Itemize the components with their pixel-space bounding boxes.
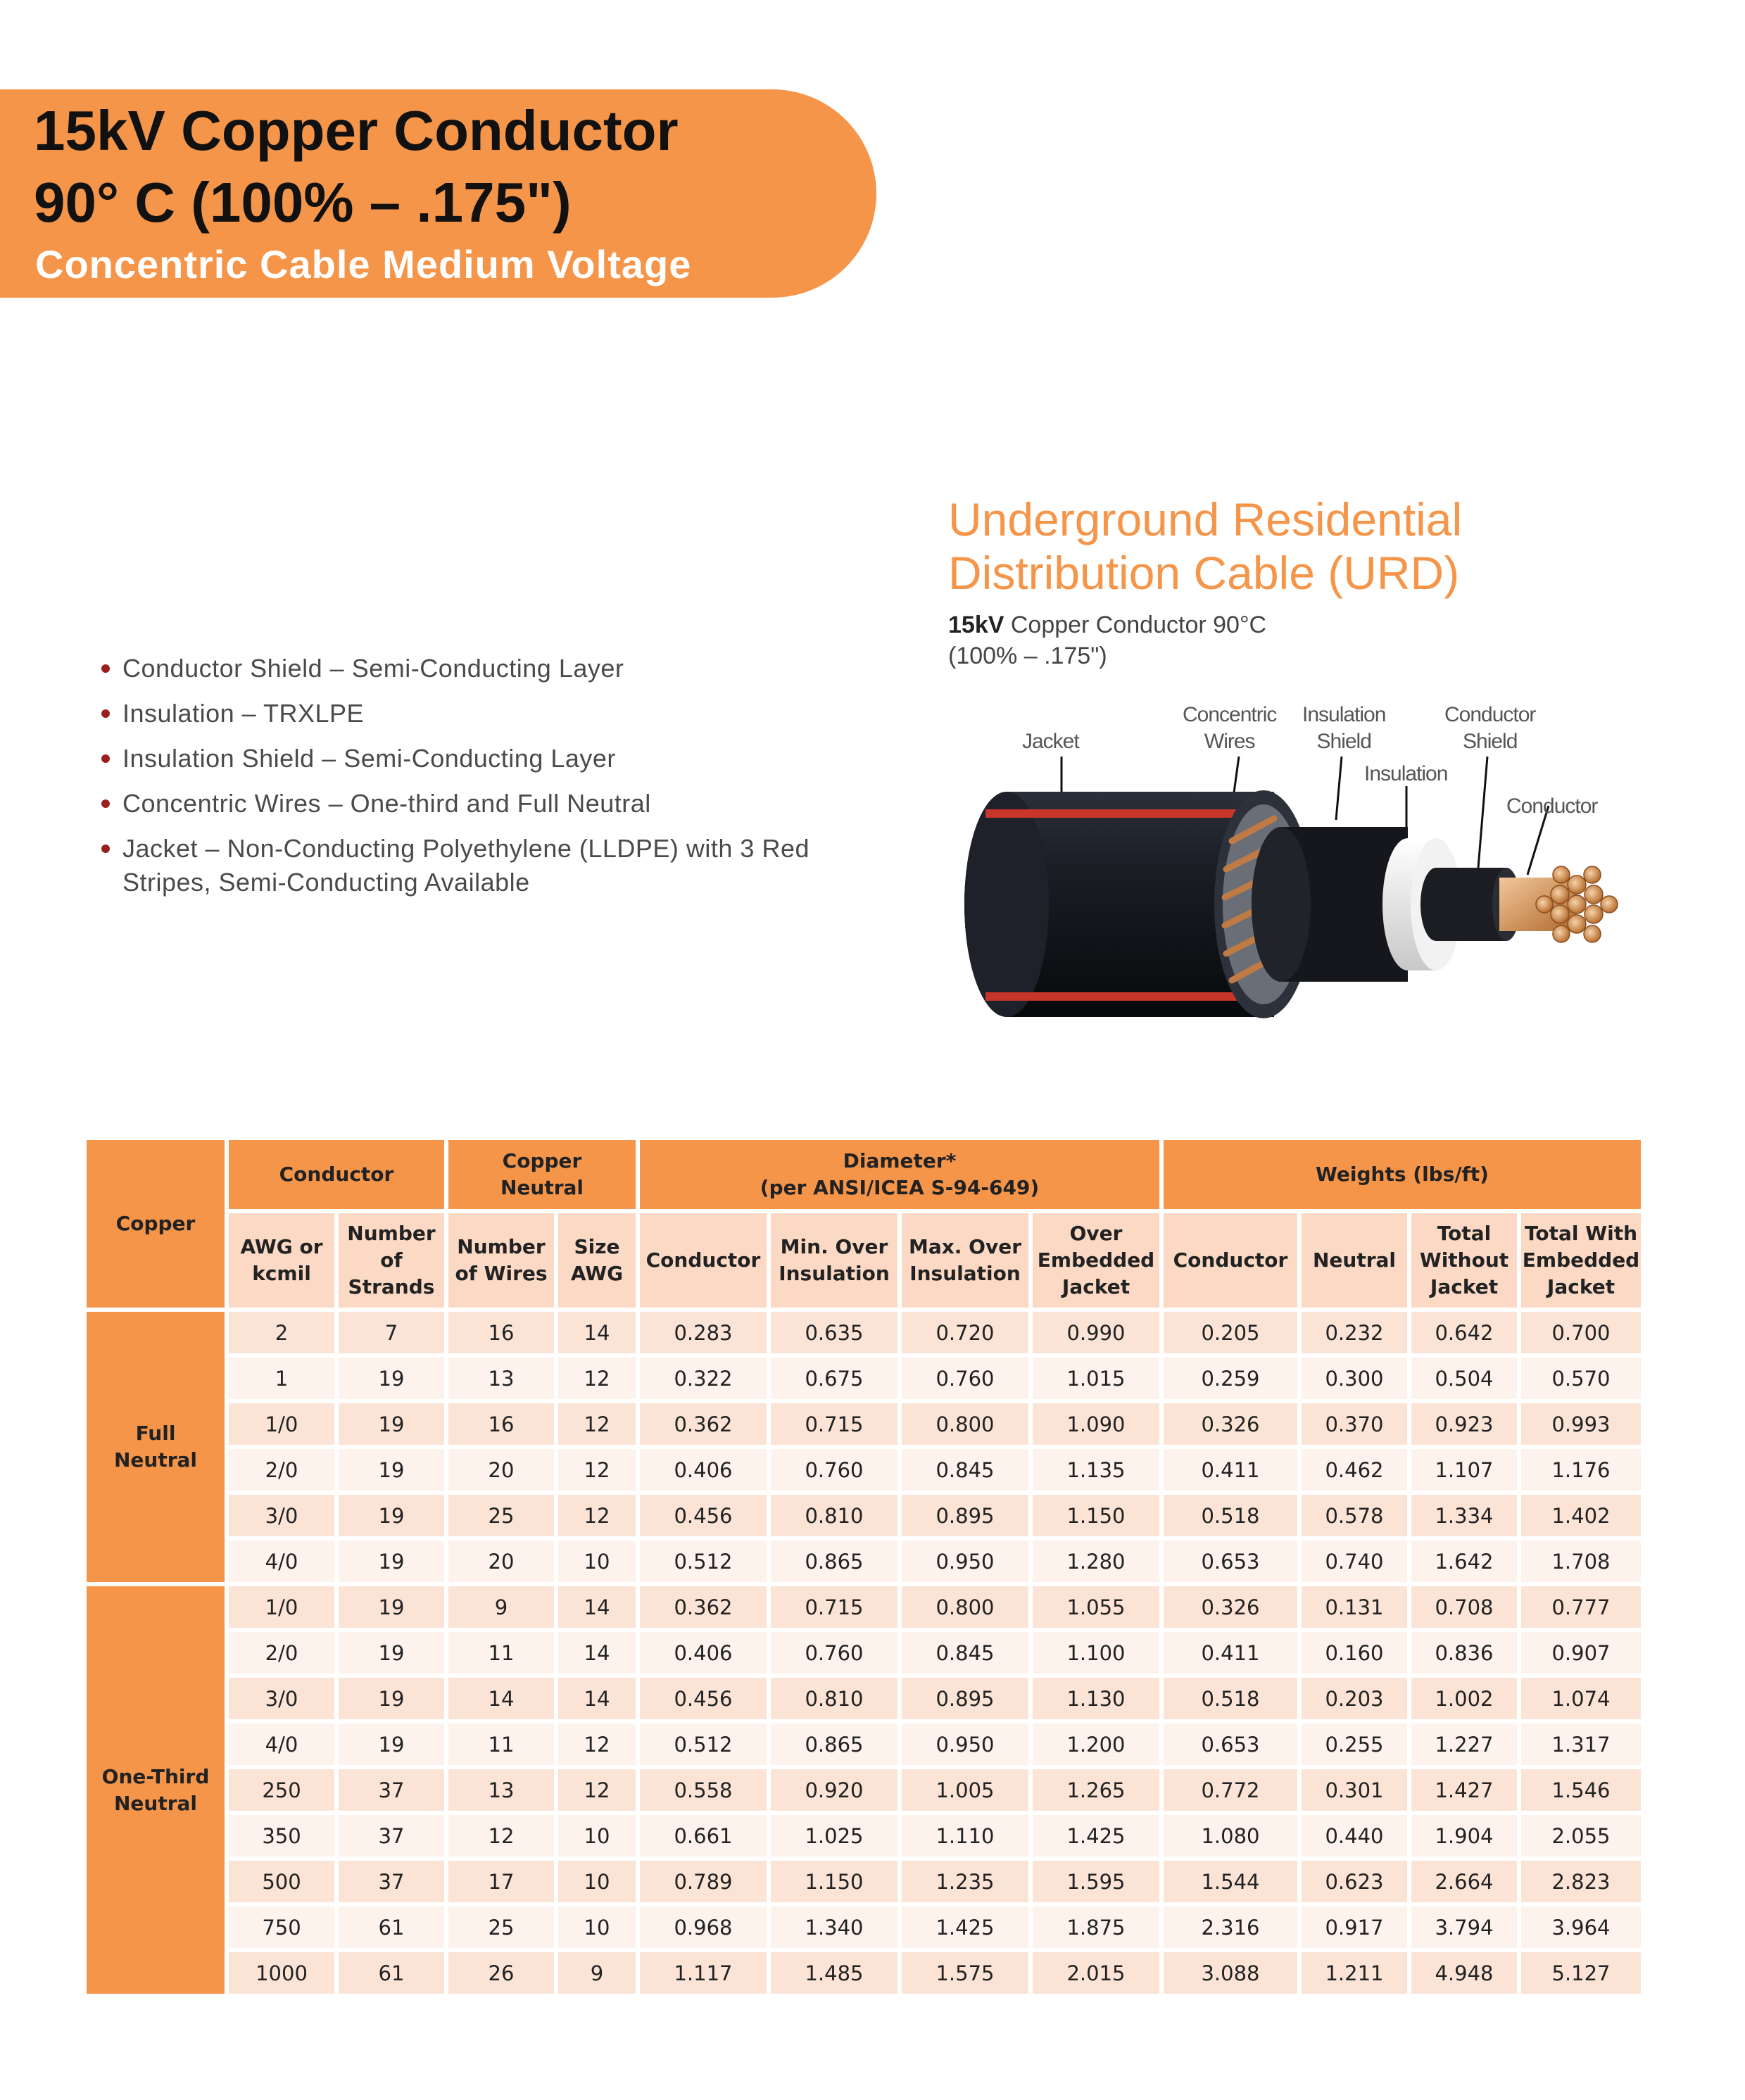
table-cell: 1.265 (1033, 1769, 1159, 1811)
subheader-cell: Max. Over Insulation (902, 1213, 1028, 1308)
table-cell: 1.080 (1164, 1815, 1297, 1857)
table-cell: 1.595 (1033, 1861, 1159, 1902)
table-cell: 0.715 (771, 1586, 897, 1628)
table-cell: 0.895 (902, 1678, 1028, 1719)
table-cell: 0.370 (1302, 1403, 1407, 1445)
table-cell: 0.512 (640, 1541, 767, 1582)
table-cell: 3/0 (229, 1495, 334, 1536)
subheader-cell: Total With Embedded Jacket (1521, 1213, 1641, 1308)
label-insulation-shield: Insulation Shield (1302, 703, 1386, 753)
table-cell: 0.300 (1302, 1358, 1407, 1399)
table-cell: 19 (339, 1495, 444, 1536)
table-cell: 1.340 (771, 1906, 897, 1948)
table-cell: 250 (229, 1769, 334, 1811)
table-cell: 1.176 (1521, 1449, 1641, 1491)
table-cell: 0.456 (640, 1495, 767, 1536)
table-cell: 0.810 (771, 1495, 897, 1536)
table-cell: 25 (448, 1495, 554, 1536)
feature-item: Jacket – Non-Conducting Polyethylene (LLDPE) with 3 Red Stripes, Semi-Conducting Available (99, 832, 831, 899)
table-row (87, 1358, 1641, 1399)
table-cell: 61 (339, 1952, 444, 1994)
table-row (87, 1495, 1641, 1536)
table-cell: 1.427 (1411, 1769, 1517, 1811)
table-cell: 0.740 (1302, 1541, 1407, 1582)
table-cell: 0.259 (1164, 1358, 1297, 1399)
table-cell: 2.664 (1411, 1861, 1517, 1902)
table-cell: 0.504 (1411, 1358, 1517, 1399)
feature-item: Concentric Wires – One-third and Full Neutral (99, 787, 831, 821)
table-row (87, 1678, 1641, 1719)
table-cell: 0.653 (1164, 1541, 1297, 1582)
table-cell: 1.117 (640, 1952, 767, 1994)
table-cell: 26 (448, 1952, 554, 1994)
cable-diagram (943, 693, 1647, 1024)
table-cell: 0.203 (1302, 1678, 1407, 1719)
subheader-cell: Conductor (1164, 1213, 1297, 1308)
table-cell: 0.255 (1302, 1723, 1407, 1765)
table-cell: 1.875 (1033, 1906, 1159, 1948)
table-cell: 1.904 (1411, 1815, 1517, 1857)
table-cell: 20 (448, 1449, 554, 1491)
table-cell: 0.518 (1164, 1678, 1297, 1719)
table-cell: 5.127 (1521, 1952, 1641, 1994)
table-cell: 1.090 (1033, 1403, 1159, 1445)
table-cell: 13 (448, 1358, 554, 1399)
table-cell: 2.015 (1033, 1952, 1159, 1994)
table-cell: 19 (339, 1632, 444, 1674)
table-cell: 0.406 (640, 1632, 767, 1674)
group-label: Full Neutral (87, 1312, 225, 1582)
table-cell: 19 (339, 1358, 444, 1399)
table-cell: 10 (558, 1541, 636, 1582)
table-cell: 4.948 (1411, 1952, 1517, 1994)
table-cell: 0.518 (1164, 1495, 1297, 1536)
table-cell: 1.135 (1033, 1449, 1159, 1491)
table-cell: 19 (339, 1723, 444, 1765)
table-cell: 20 (448, 1541, 554, 1582)
table-cell: 12 (448, 1815, 554, 1857)
table-cell: 1.227 (1411, 1723, 1517, 1765)
table-cell: 0.760 (771, 1449, 897, 1491)
table-row (87, 1312, 1641, 1353)
subheader-cell: Total Without Jacket (1411, 1213, 1517, 1308)
bullet-icon (101, 799, 110, 808)
table-cell: 0.326 (1164, 1403, 1297, 1445)
table-cell: 1.544 (1164, 1861, 1297, 1902)
table-cell: 1.334 (1411, 1495, 1517, 1536)
bullet-icon (101, 709, 110, 718)
table-row (87, 1815, 1641, 1857)
table-cell: 19 (339, 1541, 444, 1582)
table-cell: 37 (339, 1769, 444, 1811)
subheader-cell: AWG or kcmil (229, 1213, 334, 1308)
table-cell: 14 (558, 1678, 636, 1719)
table-cell: 0.232 (1302, 1312, 1407, 1353)
table-cell: 0.950 (902, 1723, 1028, 1765)
table-cell: 0.558 (640, 1769, 767, 1811)
table-cell: 0.800 (902, 1403, 1028, 1445)
table-cell: 0.205 (1164, 1312, 1297, 1353)
table-cell: 19 (339, 1449, 444, 1491)
table-cell: 1.150 (1033, 1495, 1159, 1536)
table-cell: 17 (448, 1861, 554, 1902)
page-subtitle: Concentric Cable Medium Voltage (35, 242, 692, 286)
table-cell: 0.362 (640, 1586, 767, 1628)
table-cell: 12 (558, 1403, 636, 1445)
table-cell: 0.895 (902, 1495, 1028, 1536)
table-cell: 750 (229, 1906, 334, 1948)
header-weights: Weights (lbs/ft) (1164, 1140, 1641, 1209)
table-cell: 0.700 (1521, 1312, 1641, 1353)
table-cell: 19 (339, 1678, 444, 1719)
table-cell: 37 (339, 1815, 444, 1857)
table-cell: 0.836 (1411, 1632, 1517, 1674)
table-cell: 0.715 (771, 1403, 897, 1445)
table-cell: 11 (448, 1723, 554, 1765)
table-cell: 0.642 (1411, 1312, 1517, 1353)
table-cell: 1.485 (771, 1952, 897, 1994)
table-cell: 0.322 (640, 1358, 767, 1399)
header-conductor: Conductor (229, 1140, 444, 1209)
table-cell: 1.317 (1521, 1723, 1641, 1765)
subheader-cell: Min. Over Insulation (771, 1213, 897, 1308)
table-cell: 0.993 (1521, 1403, 1641, 1445)
table-cell: 1.130 (1033, 1678, 1159, 1719)
table-cell: 3.088 (1164, 1952, 1297, 1994)
table-cell: 0.623 (1302, 1861, 1407, 1902)
table-cell: 1.211 (1302, 1952, 1407, 1994)
table-cell: 9 (558, 1952, 636, 1994)
table-cell: 14 (448, 1678, 554, 1719)
table-cell: 0.362 (640, 1403, 767, 1445)
table-cell: 0.131 (1302, 1586, 1407, 1628)
table-cell: 25 (448, 1906, 554, 1948)
table-cell: 3.964 (1521, 1906, 1641, 1948)
table-cell: 1.642 (1411, 1541, 1517, 1582)
table-cell: 19 (339, 1586, 444, 1628)
table-cell: 0.760 (902, 1358, 1028, 1399)
table-cell: 1.107 (1411, 1449, 1517, 1491)
table-cell: 0.440 (1302, 1815, 1407, 1857)
table-row (87, 1449, 1641, 1491)
table-cell: 0.675 (771, 1358, 897, 1399)
table-cell: 10 (558, 1861, 636, 1902)
table-cell: 0.635 (771, 1312, 897, 1353)
subheader-cell: Size AWG (558, 1213, 636, 1308)
subheader-cell: Number of Strands (339, 1213, 444, 1308)
table-cell: 1.425 (902, 1906, 1028, 1948)
table-cell: 1.110 (902, 1815, 1028, 1857)
group-label: One-Third Neutral (87, 1586, 225, 1994)
table-cell: 3.794 (1411, 1906, 1517, 1948)
spec-table-wrapper (82, 1136, 1645, 1998)
table-cell: 0.578 (1302, 1495, 1407, 1536)
table-cell: 1.055 (1033, 1586, 1159, 1628)
urd-subtitle: 15kV Copper Conductor 90°C (100% – .175") (948, 612, 1267, 669)
table-cell: 12 (558, 1358, 636, 1399)
table-cell: 0.760 (771, 1632, 897, 1674)
table-cell: 1.235 (902, 1861, 1028, 1902)
table-cell: 0.845 (902, 1632, 1028, 1674)
table-cell: 1.015 (1033, 1358, 1159, 1399)
table-cell: 0.512 (640, 1723, 767, 1765)
table-cell: 0.950 (902, 1541, 1028, 1582)
subheader-cell: Conductor (640, 1213, 767, 1308)
label-conductor: Conductor (1506, 795, 1598, 818)
bullet-icon (101, 664, 110, 673)
label-jacket: Jacket (1022, 730, 1079, 753)
table-cell: 1.200 (1033, 1723, 1159, 1765)
table-cell: 2/0 (229, 1449, 334, 1491)
table-cell: 1.100 (1033, 1632, 1159, 1674)
table-cell: 0.570 (1521, 1358, 1641, 1399)
table-cell: 2.055 (1521, 1815, 1641, 1857)
table-cell: 0.411 (1164, 1449, 1297, 1491)
table-cell: 1.708 (1521, 1541, 1641, 1582)
table-cell: 0.283 (640, 1312, 767, 1353)
subheader-cell: Number of Wires (448, 1213, 554, 1308)
table-cell: 0.160 (1302, 1632, 1407, 1674)
table-cell: 11 (448, 1632, 554, 1674)
bullet-icon (101, 845, 110, 853)
table-cell: 0.810 (771, 1678, 897, 1719)
table-cell: 0.326 (1164, 1586, 1297, 1628)
table-cell: 0.907 (1521, 1632, 1641, 1674)
label-concentric-wires: Concentric Wires (1183, 703, 1277, 753)
table-cell: 0.800 (902, 1586, 1028, 1628)
table-cell: 0.777 (1521, 1586, 1641, 1628)
table-cell: 12 (558, 1769, 636, 1811)
table-cell: 1/0 (229, 1403, 334, 1445)
bullet-icon (101, 754, 110, 763)
table-cell: 1 (229, 1358, 334, 1399)
header-diameter: Diameter* (per ANSI/ICEA S-94-649) (640, 1140, 1159, 1209)
table-cell: 1.575 (902, 1952, 1028, 1994)
table-cell: 10 (558, 1906, 636, 1948)
table-row (87, 1723, 1641, 1765)
subheader-cell: Over Embedded Jacket (1033, 1213, 1159, 1308)
table-cell: 16 (448, 1312, 554, 1353)
table-cell: 0.653 (1164, 1723, 1297, 1765)
table-cell: 1.074 (1521, 1678, 1641, 1719)
page-title-rating: 90° C (100% – .175") (34, 171, 572, 234)
spec-table (82, 1136, 1645, 1998)
feature-item: Conductor Shield – Semi-Conducting Layer (99, 652, 831, 685)
table-cell: 1.150 (771, 1861, 897, 1902)
table-cell: 0.406 (640, 1449, 767, 1491)
table-cell: 61 (339, 1906, 444, 1948)
label-insulation: Insulation (1364, 762, 1448, 785)
table-cell: 0.789 (640, 1861, 767, 1902)
table-cell: 7 (339, 1312, 444, 1353)
table-cell: 1/0 (229, 1586, 334, 1628)
table-cell: 0.923 (1411, 1403, 1517, 1445)
table-cell: 0.920 (771, 1769, 897, 1811)
table-row (87, 1586, 1641, 1628)
table-cell: 500 (229, 1861, 334, 1902)
table-cell: 0.301 (1302, 1769, 1407, 1811)
urd-title: Underground Residential Distribution Cable (URD) (948, 493, 1463, 599)
page-title: 15kV Copper Conductor (34, 99, 679, 162)
table-cell: 14 (558, 1586, 636, 1628)
table-row (87, 1906, 1641, 1948)
table-cell: 0.865 (771, 1723, 897, 1765)
label-conductor-shield: Conductor Shield (1444, 703, 1536, 753)
table-cell: 1.546 (1521, 1769, 1641, 1811)
table-cell: 2.316 (1164, 1906, 1297, 1948)
table-cell: 1.280 (1033, 1541, 1159, 1582)
table-cell: 4/0 (229, 1541, 334, 1582)
table-cell: 1.025 (771, 1815, 897, 1857)
feature-item: Insulation – TRXLPE (99, 697, 831, 730)
table-cell: 350 (229, 1815, 334, 1857)
table-cell: 0.990 (1033, 1312, 1159, 1353)
table-cell: 16 (448, 1403, 554, 1445)
table-cell: 13 (448, 1769, 554, 1811)
table-cell: 9 (448, 1586, 554, 1628)
table-row (87, 1861, 1641, 1902)
table-cell: 12 (558, 1723, 636, 1765)
table-cell: 4/0 (229, 1723, 334, 1765)
table-cell: 19 (339, 1403, 444, 1445)
table-cell: 0.845 (902, 1449, 1028, 1491)
table-row (87, 1403, 1641, 1445)
table-cell: 3/0 (229, 1678, 334, 1719)
table-cell: 0.917 (1302, 1906, 1407, 1948)
table-cell: 0.411 (1164, 1632, 1297, 1674)
table-cell: 1.402 (1521, 1495, 1641, 1536)
table-cell: 14 (558, 1632, 636, 1674)
table-cell: 1.425 (1033, 1815, 1159, 1857)
table-cell: 2.823 (1521, 1861, 1641, 1902)
table-row (87, 1632, 1641, 1674)
table-cell: 2/0 (229, 1632, 334, 1674)
table-row (87, 1769, 1641, 1811)
table-cell: 0.772 (1164, 1769, 1297, 1811)
table-cell: 10 (558, 1815, 636, 1857)
table-cell: 0.708 (1411, 1586, 1517, 1628)
table-row (87, 1952, 1641, 1994)
table-cell: 0.865 (771, 1541, 897, 1582)
table-cell: 0.968 (640, 1906, 767, 1948)
header-copper-neutral: Copper Neutral (448, 1140, 636, 1209)
table-cell: 12 (558, 1449, 636, 1491)
feature-item: Insulation Shield – Semi-Conducting Layer (99, 742, 831, 776)
table-cell: 1000 (229, 1952, 334, 1994)
subheader-cell: Neutral (1302, 1213, 1407, 1308)
table-cell: 1.005 (902, 1769, 1028, 1811)
table-cell: 12 (558, 1495, 636, 1536)
table-cell: 2 (229, 1312, 334, 1353)
feature-list (99, 652, 831, 911)
table-cell: 14 (558, 1312, 636, 1353)
table-cell: 0.661 (640, 1815, 767, 1857)
table-cell: 0.720 (902, 1312, 1028, 1353)
header-copper: Copper (87, 1140, 225, 1308)
table-cell: 1.002 (1411, 1678, 1517, 1719)
table-cell: 0.456 (640, 1678, 767, 1719)
table-cell: 0.462 (1302, 1449, 1407, 1491)
table-cell: 37 (339, 1861, 444, 1902)
table-row (87, 1541, 1641, 1582)
